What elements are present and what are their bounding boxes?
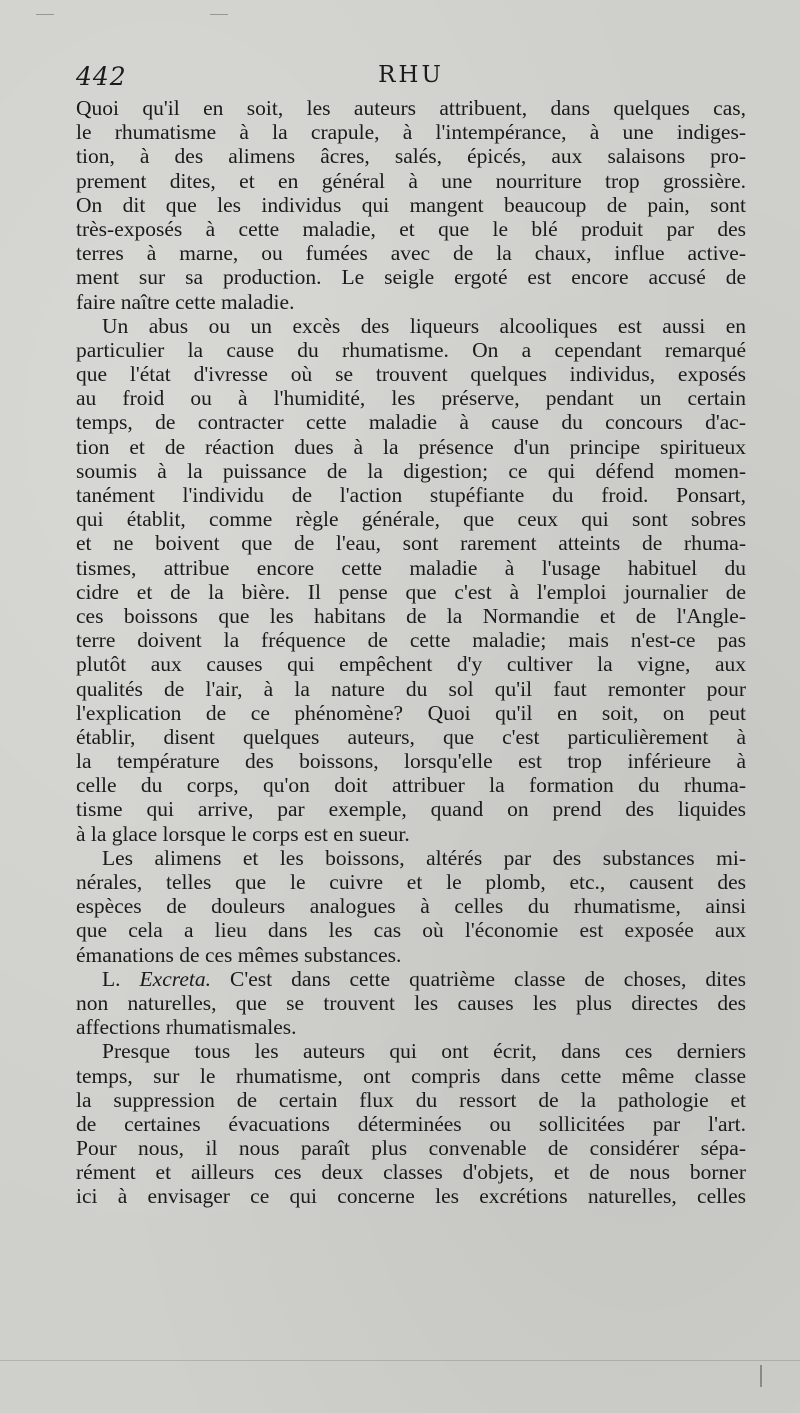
text-line: nérales, telles que le cuivre et le plomb, etc., causent des (76, 870, 746, 894)
text-line: Presque tous les auteurs qui ont écrit, dans ces derniers (102, 1039, 746, 1064)
text-line: non naturelles, que se trouvent les causes les plus directes des (76, 990, 746, 1015)
text-line: le rhumatisme à la crapule, à l'intempérance, à une indiges- (76, 120, 746, 145)
text-line: la suppression de certain flux du ressort de la pathologie et (76, 1087, 746, 1112)
page-number: 442 (76, 62, 127, 91)
running-title: RHU (378, 62, 444, 88)
text-line: tion, à des alimens âcres, salés, épicés, aux salaisons pro- (76, 144, 746, 169)
scan-mark (210, 14, 228, 15)
section-term: Excreta. (139, 966, 211, 991)
scan-mark (760, 1365, 762, 1387)
text-line: temps, de contracter cette maladie à cause du concours d'ac- (76, 410, 746, 435)
text-line: Les alimens et les boissons, altérés par des substances mi- (102, 845, 746, 870)
text-line: celle du corps, qu'on doit attribuer la formation du rhuma- (76, 773, 746, 798)
text-line: de certaines évacuations déterminées ou sollicitées par l'art. (76, 1111, 746, 1136)
text-line: et ne boivent que de l'eau, sont rarement atteints de rhuma- (76, 531, 746, 556)
text-line: ici à envisager ce qui concerne les excrétions naturelles, celles (76, 1184, 746, 1209)
body-text (76, 96, 746, 1209)
section-line (76, 967, 746, 991)
text-line: ces boissons que les habitans de la Normandie et de l'Angle- (76, 603, 746, 628)
text-line: qui établit, comme règle générale, que ceux qui sont sobres (76, 507, 746, 532)
text-line: tismes, attribue encore cette maladie à l'usage habituel du (76, 555, 746, 580)
text-line: terre doivent la fréquence de cette maladie; mais n'est-ce pas (76, 628, 746, 653)
text-line: cidre et de la bière. Il pense que c'est à l'emploi journalier de (76, 579, 746, 604)
text-line: tisme qui arrive, par exemple, quand on prend des liquides (76, 797, 746, 822)
text-line: plutôt aux causes qui empêchent d'y cultiver la vigne, aux (76, 652, 746, 677)
text-line: tanément l'individu de l'action stupéfiante du froid. Ponsart, (76, 483, 746, 507)
text-line: à la glace lorsque le corps est en sueur. (76, 821, 410, 846)
text-line: établir, disent quelques auteurs, que c'est particulièrement à (76, 724, 746, 749)
text-line: tion et de réaction dues à la présence d'un principe spiritueux (76, 434, 746, 459)
scan-mark (36, 14, 54, 15)
text-line: émanations de ces mêmes substances. (76, 942, 402, 967)
text-line: qualités de l'air, à la nature du sol qu'il faut remonter pour (76, 676, 746, 701)
text-line: faire naître cette maladie. (76, 289, 295, 314)
scan-fold-line (0, 1360, 800, 1361)
text-line: au froid ou à l'humidité, les préserve, pendant un certain (76, 386, 746, 411)
section-text: C'est dans cette quatrième classe de choses, dites (229, 966, 746, 991)
text-line: que cela a lieu dans les cas où l'économie est exposée aux (76, 918, 746, 943)
text-line: ment sur sa production. Le seigle ergoté est encore accusé de (76, 265, 746, 290)
text-line: Un abus ou un excès des liqueurs alcooliques est aussi en (102, 313, 746, 338)
text-line: espèces de douleurs analogues à celles du rhumatisme, ainsi (76, 894, 746, 919)
text-line: terres à marne, ou fumées avec de la chaux, influe active- (76, 241, 746, 266)
text-line: rément et ailleurs ces deux classes d'objets, et de nous borner (76, 1160, 746, 1185)
text-line: particulier la cause du rhumatisme. On a cependant remarqué (76, 337, 746, 362)
text-line: soumis à la puissance de la digestion; ce qui défend momen- (76, 458, 746, 483)
text-line: Quoi qu'il en soit, les auteurs attribuent, dans quelques cas, (76, 96, 746, 120)
text-line: Pour nous, il nous paraît plus convenable de considérer sépa- (76, 1136, 746, 1161)
text-line: prement dites, et en général à une nourriture trop grossière. (76, 168, 746, 193)
running-head (76, 62, 746, 94)
text-line: On dit que les individus qui mangent beaucoup de pain, sont (76, 192, 746, 217)
text-line: très-exposés à cette maladie, et que le blé produit par des (76, 216, 746, 241)
section-label: L. (102, 966, 121, 991)
text-line: que l'état d'ivresse où se trouvent quelques individus, exposés (76, 362, 746, 387)
text-line: l'explication de ce phénomène? Quoi qu'il en soit, on peut (76, 700, 746, 725)
text-line: affections rhumatismales. (76, 1015, 297, 1040)
text-line: la température des boissons, lorsqu'elle est trop inférieure à (76, 749, 746, 774)
text-line: temps, sur le rhumatisme, ont compris dans cette même classe (76, 1063, 746, 1088)
